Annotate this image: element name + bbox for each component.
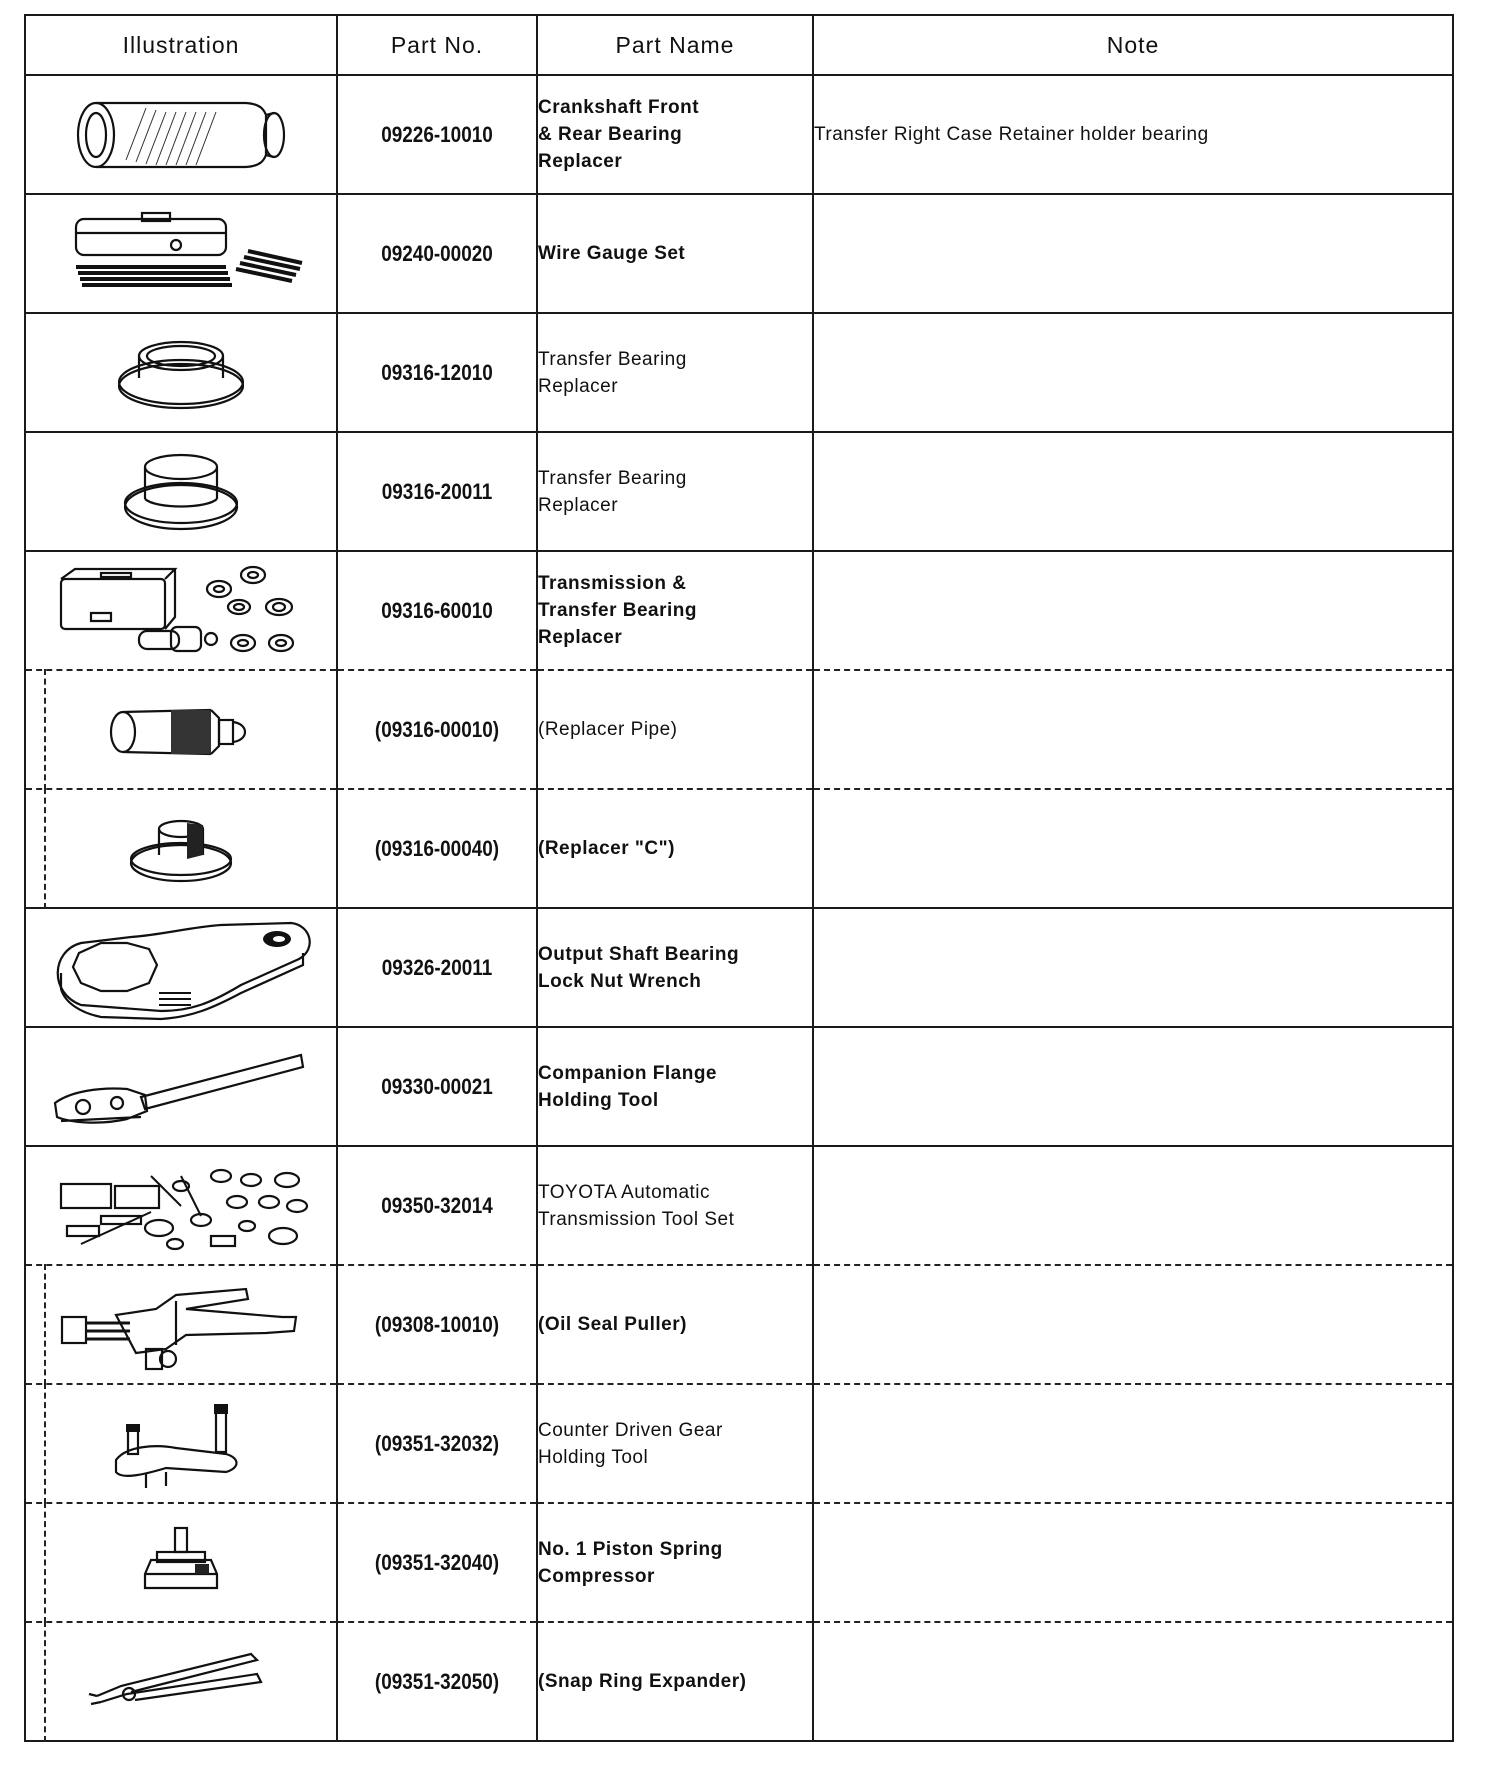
illustration-cell [25,551,337,670]
replacer-pipe-icon [101,690,261,770]
illustration-cell [25,432,337,551]
table-row [25,670,1453,789]
part-name [537,1027,813,1146]
part-name [537,75,813,194]
table-header-row [25,15,1453,75]
part-name-line: Holding Tool [538,1089,659,1111]
bearing-replacer-cup-icon [116,447,246,537]
table-row [25,432,1453,551]
flange-holding-tool-icon [41,1037,321,1137]
note-cell: Transfer Right Case Retainer holder bearing [813,75,1453,194]
part-name-line: Transfer Bearing [538,467,687,489]
part-name-line: Transmission & [538,573,687,594]
part-name [537,1265,813,1384]
part-name [537,313,813,432]
part-number: (09316-00010) [351,670,523,789]
part-number: (09351-32050) [351,1622,523,1741]
dashed-divider [44,669,46,790]
table-row [25,194,1453,313]
lock-nut-wrench-icon [41,913,321,1023]
part-name-line: TOYOTA Automatic [538,1181,711,1203]
part-name [537,908,813,1027]
part-name-line: Crankshaft Front [538,97,700,118]
transmission-tool-set-icon [51,1156,311,1256]
note-cell [813,1384,1453,1503]
part-number: 09350-32014 [351,1146,523,1265]
part-name-line: & Rear Bearing [538,124,683,145]
header-part-no: Part No. [337,15,537,75]
part-name [537,551,813,670]
special-tools-table [24,14,1454,1742]
part-name-line: Transfer Bearing [538,600,697,621]
part-number: (09316-00040) [351,789,523,908]
part-name-line: Holding Tool [538,1446,649,1468]
gear-holding-tool-icon [106,1394,256,1494]
table-row [25,1265,1453,1384]
part-number: 09326-20011 [351,908,523,1027]
part-name-line: Transmission Tool Set [538,1208,735,1230]
note-cell [813,1146,1453,1265]
note-cell [813,1027,1453,1146]
note-cell [813,1265,1453,1384]
illustration-cell [25,1146,337,1265]
note-cell [813,1622,1453,1741]
dashed-divider [44,1621,46,1742]
table-row [25,1622,1453,1741]
header-note: Note [813,15,1453,75]
illustration-cell [25,670,337,789]
part-number: 09240-00020 [351,194,523,313]
part-name [537,432,813,551]
note-cell [813,1503,1453,1622]
table-row [25,551,1453,670]
part-name-line: Compressor [538,1565,655,1587]
replacer-c-icon [121,809,241,889]
table-row [25,75,1453,194]
part-number: (09351-32032) [351,1384,523,1503]
piston-spring-compressor-icon [131,1518,231,1608]
part-name [537,789,813,908]
part-name-line: (Replacer Pipe) [538,719,678,740]
part-name-line: (Oil Seal Puller) [538,1314,687,1335]
part-number: (09308-10010) [351,1265,523,1384]
illustration-cell [25,1384,337,1503]
part-name-line: (Snap Ring Expander) [538,1671,747,1692]
snap-ring-expander-icon [81,1642,281,1722]
part-name-line: Replacer [538,151,623,172]
part-number: 09316-20011 [351,432,523,551]
table-row [25,313,1453,432]
header-illustration: Illustration [25,15,337,75]
table-row [25,1384,1453,1503]
part-name-line: No. 1 Piston Spring [538,1538,723,1560]
table-row [25,1503,1453,1622]
bearing-replacer-flange-icon [111,328,251,418]
illustration-cell [25,789,337,908]
illustration-cell [25,1622,337,1741]
table-row [25,1027,1453,1146]
pipe-tool-icon [66,90,296,180]
part-name-line: (Replacer "C") [538,838,675,859]
part-name-line: Transfer Bearing [538,348,687,370]
dashed-divider [44,1264,46,1385]
part-name [537,670,813,789]
note-cell [813,194,1453,313]
part-name-line: Replacer [538,494,619,516]
part-name-line: Counter Driven Gear [538,1419,723,1441]
illustration-cell [25,1027,337,1146]
oil-seal-puller-icon [56,1275,306,1375]
special-tools-sheet [24,14,1452,1742]
header-part-name: Part Name [537,15,813,75]
illustration-cell [25,1503,337,1622]
part-name [537,1503,813,1622]
illustration-cell [25,908,337,1027]
illustration-cell [25,313,337,432]
note-cell [813,432,1453,551]
illustration-cell [25,75,337,194]
part-name [537,1146,813,1265]
part-name-line: Wire Gauge Set [538,243,686,264]
wire-gauge-set-icon [56,209,306,299]
table-row [25,789,1453,908]
table-row [25,908,1453,1027]
dashed-divider [44,1383,46,1504]
part-name-line: Lock Nut Wrench [538,970,702,992]
part-number: 09226-10010 [351,75,523,194]
part-name-line: Replacer [538,627,623,648]
dashed-divider [44,1502,46,1623]
table-row [25,1146,1453,1265]
part-name [537,194,813,313]
part-name [537,1622,813,1741]
part-name [537,1384,813,1503]
part-name-line: Output Shaft Bearing [538,943,740,965]
note-cell [813,670,1453,789]
part-number: 09316-12010 [351,313,523,432]
note-cell [813,908,1453,1027]
illustration-cell [25,1265,337,1384]
part-number: (09351-32040) [351,1503,523,1622]
part-number: 09330-00021 [351,1027,523,1146]
bearing-replacer-kit-icon [51,561,311,661]
part-name-line: Replacer [538,375,619,397]
part-name-line: Companion Flange [538,1062,717,1084]
note-cell [813,789,1453,908]
note-cell [813,551,1453,670]
illustration-cell [25,194,337,313]
part-number: 09316-60010 [351,551,523,670]
note-cell [813,313,1453,432]
dashed-divider [44,788,46,909]
